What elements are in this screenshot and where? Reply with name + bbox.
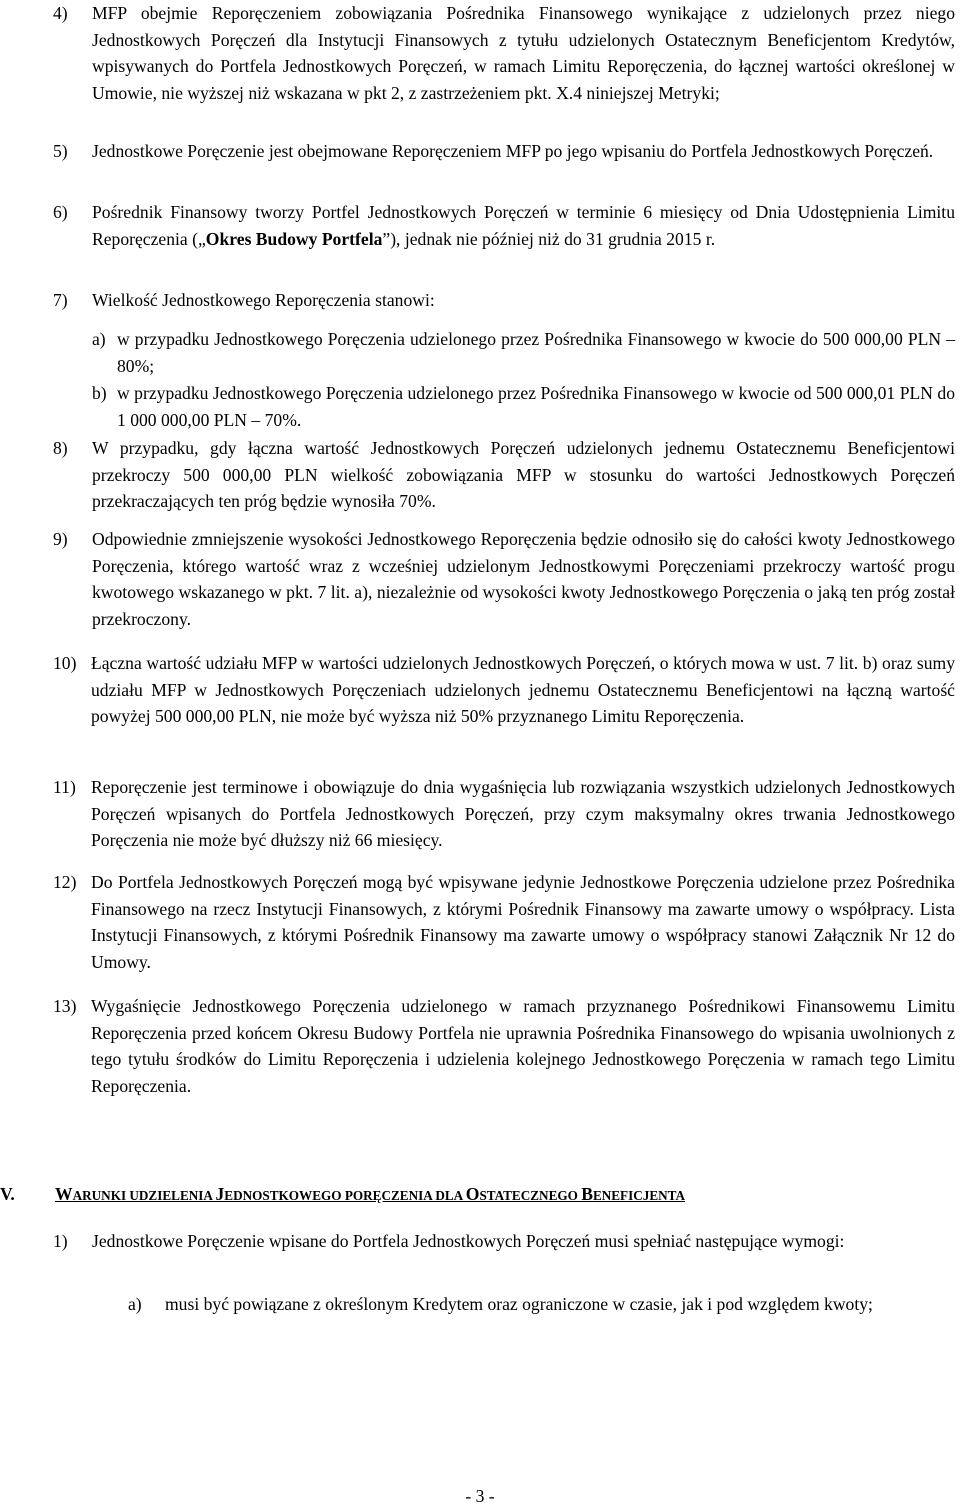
list-item-number: 7) xyxy=(53,290,68,310)
list-item-7 xyxy=(53,287,955,314)
title-initial: O xyxy=(465,1184,480,1204)
text-segment: Pośrednik Finansowy tworzy Portfel Jednostkowych Poręczeń w terminie 6 miesięcy od Dnia Udostępnienia Limitu Reporęczenia („ xyxy=(92,202,955,249)
list-item-text: Łączna wartość udziału MFP w wartości udzielonych Jednostkowych Poręczeń, o których mowa w ust. 7 lit. b) oraz sumy udziału MFP w Jednostkowych Poręczeniach udzielonych jednemu Ostatecznemu Beneficjentowi na łączną wartość powyżej 500 000,00 PLN, nie może być wyższa niż 50% przyznanego Limitu Reporęczenia. xyxy=(91,653,955,726)
section-title xyxy=(55,1181,685,1210)
list-item-6 xyxy=(53,199,955,252)
sub-item-7a xyxy=(92,326,955,379)
sub-item-text: w przypadku Jednostkowego Poręczenia udzielonego przez Pośrednika Finansowego w kwocie do 500 000,00 PLN – 80%; xyxy=(117,329,955,376)
list-item-text: MFP obejmie Reporęczeniem zobowiązania Pośrednika Finansowego wynikające z udzielonych przez niego Jednostkowych Poręczeń dla Instytucji Finansowych z tytułu udzielonych Ostatecznym Beneficjentom Kredytów, wpisywanych do Portfela Jednostkowych Poręczeń, w ramach Limitu Reporęczenia, do łącznej wartości określonej w Umowie, nie wyższej niż wskazana w pkt 2, z zastrzeżeniem pkt. X.4 niniejszej Metryki; xyxy=(92,3,955,103)
list-item-5 xyxy=(53,138,955,165)
sub-item-letter: b) xyxy=(92,383,107,403)
list-item-number: 11) xyxy=(53,777,76,797)
list-item-text: Wygaśnięcie Jednostkowego Poręczenia udzielonego w ramach przyznanego Pośrednikowi Finansowemu Limitu Reporęczenia przed końcem Okresu Budowy Portfela nie uprawnia Pośrednika Finansowego do wpisania uwolnionych z tego tytułu środków do Limitu Reporęczenia i udzielenia kolejnego Jednostkowego Poręczenia w ramach tego Limitu Reporęczenia. xyxy=(91,996,955,1096)
title-initial: W xyxy=(55,1184,73,1204)
list-item-text: Odpowiednie zmniejszenie wysokości Jednostkowego Reporęczenia będzie odnosiło się do całości kwoty Jednostkowego Poręczenia, którego wartość wraz z wcześniej udzielonym Jednostkowymi Poręczeniami przekroczy wartość progu kwotowego wskazanego w pkt. 7 lit. a), niezależnie od wysokości kwoty Jednostkowego Poręczenia o jaką ten próg został przekroczony. xyxy=(92,529,955,629)
defined-term-okres-budowy-portfela: Okres Budowy Portfela xyxy=(205,228,383,249)
list-item-number: 8) xyxy=(53,438,68,458)
title-initial: J xyxy=(215,1184,225,1204)
list-item-number: 13) xyxy=(53,996,77,1016)
page-number: - 3 - xyxy=(465,1486,495,1506)
list-item-8 xyxy=(53,435,955,515)
list-item-text: Jednostkowe Poręczenie wpisane do Portfela Jednostkowych Poręczeń musi spełniać następujące wymogi: xyxy=(92,1231,845,1251)
title-smallcaps: STATECZNEGO xyxy=(479,1188,582,1203)
section-heading xyxy=(0,1181,960,1207)
section-number: V. xyxy=(0,1184,15,1204)
sub-item-7b xyxy=(92,380,955,433)
sub-item-text: musi być powiązane z określonym Kredytem oraz ograniczone w czasie, jak i pod względem kwoty; xyxy=(165,1294,873,1314)
list-item-text: Wielkość Jednostkowego Reporęczenia stanowi: xyxy=(92,290,435,310)
title-smallcaps: ENEFICJENTA xyxy=(592,1188,686,1203)
list-item-4 xyxy=(53,0,955,106)
list-item-12 xyxy=(53,869,955,975)
list-item-number: 9) xyxy=(53,529,68,549)
list-item-number: 12) xyxy=(53,872,77,892)
list-item-number: 4) xyxy=(53,3,68,23)
list-item-number: 6) xyxy=(53,202,68,222)
sub-item-letter: a) xyxy=(128,1294,142,1314)
title-smallcaps: ARUNKI UDZIELENIA xyxy=(72,1188,216,1203)
title-initial: B xyxy=(581,1184,593,1204)
list-item-number: 5) xyxy=(53,141,68,161)
list-item-text: Do Portfela Jednostkowych Poręczeń mogą być wpisywane jedynie Jednostkowe Poręczenia udzielone przez Pośrednika Finansowego na rzecz Instytucji Finansowych, z którymi Pośrednik Finansowy ma zawarte umowy o współpracy. Lista Instytucji Finansowych, z którymi Pośrednik Finansowy ma zawarte umowy o współpracy stanowi Załącznik Nr 12 do Umowy. xyxy=(91,872,955,972)
list-item-9 xyxy=(53,526,955,632)
list-item-number: 10) xyxy=(53,653,77,673)
list-item-13 xyxy=(53,993,955,1099)
list-item-number: 1) xyxy=(53,1231,68,1251)
list-item-text: Jednostkowe Poręczenie jest obejmowane Reporęczeniem MFP po jego wpisaniu do Portfela Jednostkowych Poręczeń. xyxy=(92,141,934,161)
sub-item-text: w przypadku Jednostkowego Poręczenia udzielonego przez Pośrednika Finansowego w kwocie od 500 000,01 PLN do 1 000 000,00 PLN – 70%. xyxy=(117,383,955,430)
section-list-item-1 xyxy=(53,1228,955,1255)
list-item-text: W przypadku, gdy łączna wartość Jednostkowych Poręczeń udzielonych jednemu Ostatecznemu Beneficjentowi przekroczy 500 000,00 PLN wielkość zobowiązania MFP w stosunku do wartości Jednostkowych Poręczeń przekraczających ten próg będzie wynosiła 70%. xyxy=(92,438,955,511)
title-smallcaps: EDNOSTKOWEGO PORĘCZENIA DLA xyxy=(224,1188,466,1203)
list-item-10 xyxy=(53,650,955,730)
sub-item-letter: a) xyxy=(92,329,106,349)
list-item-text xyxy=(92,199,955,252)
section-sub-item-1a xyxy=(128,1291,955,1318)
list-item-text: Reporęczenie jest terminowe i obowiązuje do dnia wygaśnięcia lub rozwiązania wszystkich udzielonych Jednostkowych Poręczeń wpisanych do Portfela Jednostkowych Poręczeń, przy czym maksymalny okres trwania Jednostkowego Poręczenia nie może być dłuższy niż 66 miesięcy. xyxy=(91,777,955,850)
text-segment: ”), jednak nie później niż do 31 grudnia 2015 r. xyxy=(382,228,716,249)
list-item-11 xyxy=(53,774,955,854)
